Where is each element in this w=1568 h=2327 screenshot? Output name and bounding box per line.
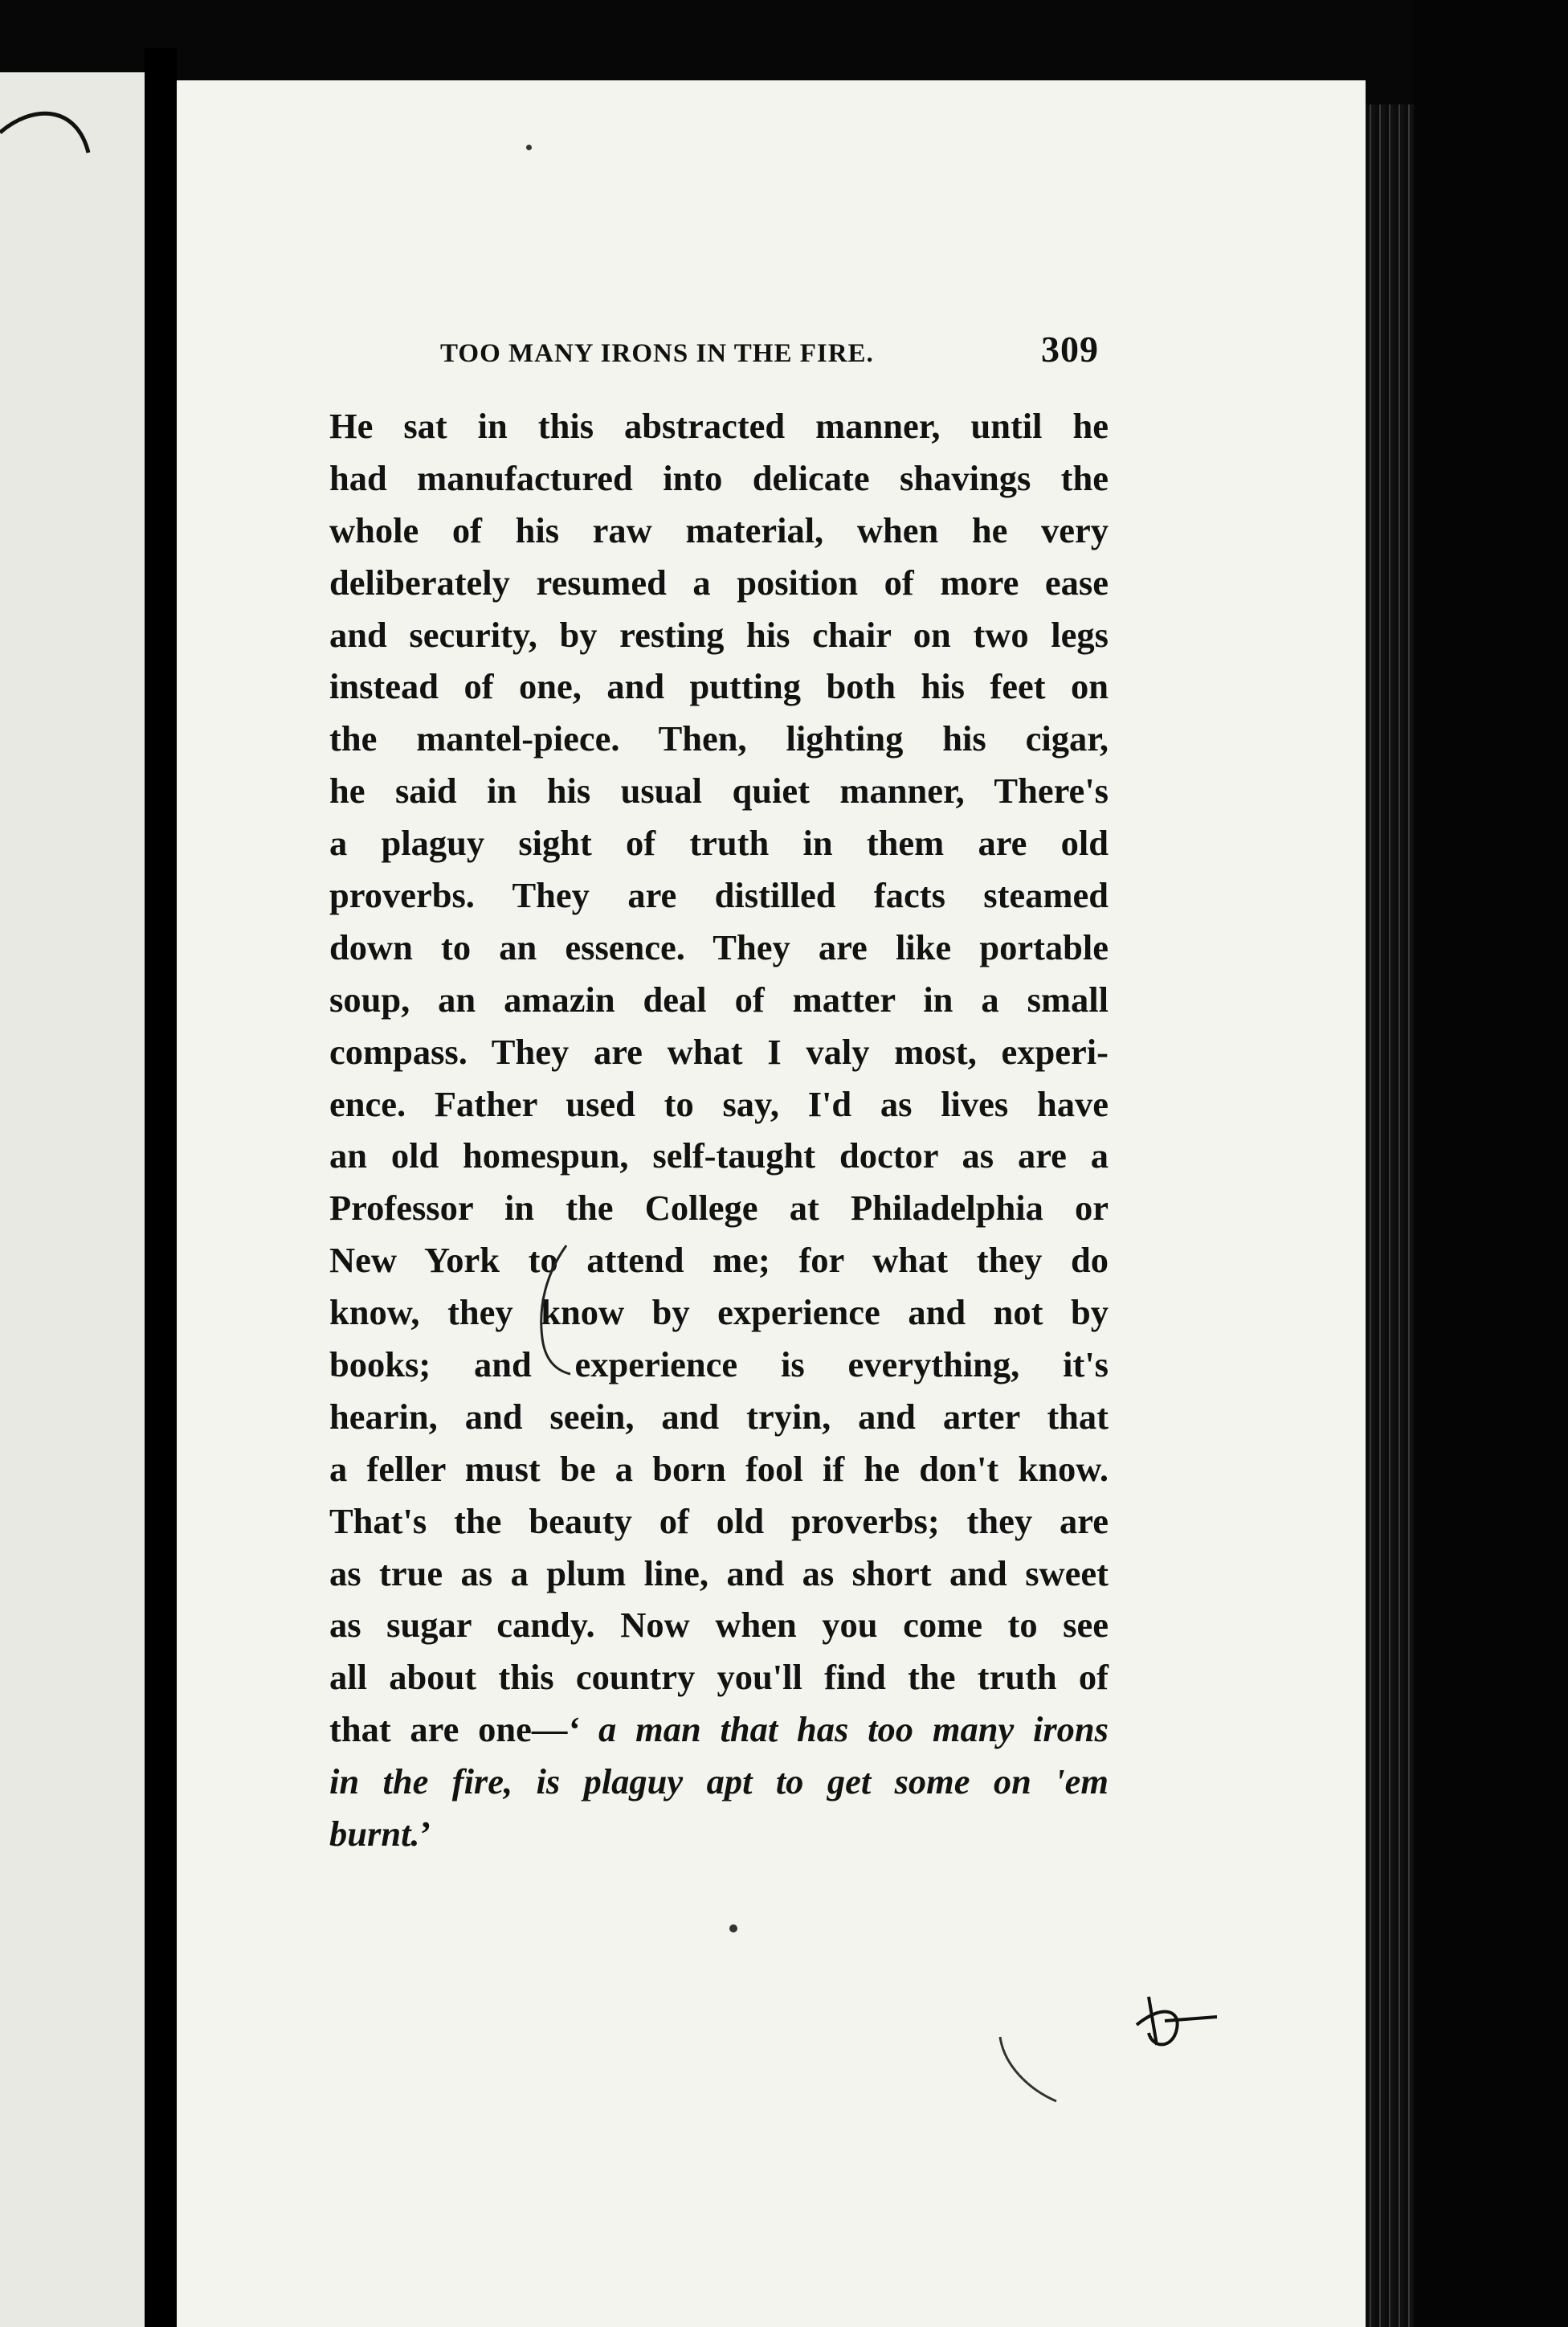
text-line: Professor in the College at Philadelphia or bbox=[329, 1188, 1109, 1229]
text-line: down to an essence. They are like portable bbox=[329, 926, 1109, 967]
facing-page-edge bbox=[0, 72, 145, 2327]
text-line: books; and experience is everything, it's bbox=[329, 1344, 1109, 1385]
page-stack-edge bbox=[1366, 104, 1414, 2327]
text-line: a feller must be a born fool if he don't know. bbox=[329, 1448, 1109, 1489]
proverb-text: ‘ a man that has too many irons bbox=[567, 1709, 1109, 1750]
scan-right-margin bbox=[1414, 0, 1568, 2327]
running-title: TOO MANY IRONS IN THE FIRE. bbox=[440, 339, 874, 368]
text-line: as true as a plum line, and as short and sweet bbox=[329, 1552, 1109, 1593]
text-line: compass. They are what I valy most, experi- bbox=[329, 1031, 1109, 1072]
text-line: hearin, and seein, and tryin, and arter that bbox=[329, 1396, 1109, 1437]
pencil-stroke-mark bbox=[996, 2033, 1060, 2105]
text-line: ence. Father used to say, I'd as lives have bbox=[329, 1083, 1109, 1124]
text-line: soup, an amazin deal of matter in a small bbox=[329, 979, 1109, 1020]
handwritten-mark bbox=[1133, 1989, 1221, 2061]
text-segment: that are one— bbox=[329, 1709, 568, 1750]
ink-speck bbox=[526, 145, 532, 150]
proverb-text: burnt. bbox=[329, 1814, 420, 1855]
text-line: New York to attend me; for what they do bbox=[329, 1240, 1109, 1281]
text-line: an old homespun, self-taught doctor as are a bbox=[329, 1135, 1109, 1176]
binding-gutter bbox=[145, 48, 177, 2327]
text-line bbox=[329, 1808, 1109, 1860]
text-line: whole of his raw material, when he very bbox=[329, 509, 1109, 550]
text-line: know, they know by experience and not by bbox=[329, 1292, 1109, 1333]
text-line: and security, by resting his chair on two legs bbox=[329, 614, 1109, 655]
page-curl-mark bbox=[0, 96, 104, 217]
closing-quote: ’ bbox=[419, 1814, 432, 1855]
text-line bbox=[329, 1703, 1109, 1756]
text-line: all about this country you'll find the truth of bbox=[329, 1657, 1109, 1698]
text-line: a plaguy sight of truth in them are old bbox=[329, 823, 1109, 864]
text-line: That's the beauty of old proverbs; they are bbox=[329, 1500, 1109, 1541]
proverb-text: in the fire, is plaguy apt to get some on 'em bbox=[329, 1761, 1109, 1802]
text-line: instead of one, and putting both his feet on bbox=[329, 666, 1109, 707]
page-number: 309 bbox=[1041, 329, 1099, 370]
body-paragraph bbox=[329, 400, 1109, 1860]
text-line: he said in his usual quiet manner, There's bbox=[329, 771, 1109, 812]
text-line: deliberately resumed a position of more ease bbox=[329, 562, 1109, 603]
pencil-bracket-mark bbox=[522, 1241, 578, 1378]
text-line: had manufactured into delicate shavings the bbox=[329, 457, 1109, 498]
running-head bbox=[440, 328, 1099, 376]
ink-speck bbox=[729, 1924, 737, 1932]
text-line: proverbs. They are distilled facts steamed bbox=[329, 875, 1109, 916]
text-line: the mantel-piece. Then, lighting his cigar, bbox=[329, 718, 1109, 759]
text-line: as sugar candy. Now when you come to see bbox=[329, 1605, 1109, 1646]
text-line: He sat in this abstracted manner, until he bbox=[329, 406, 1109, 446]
